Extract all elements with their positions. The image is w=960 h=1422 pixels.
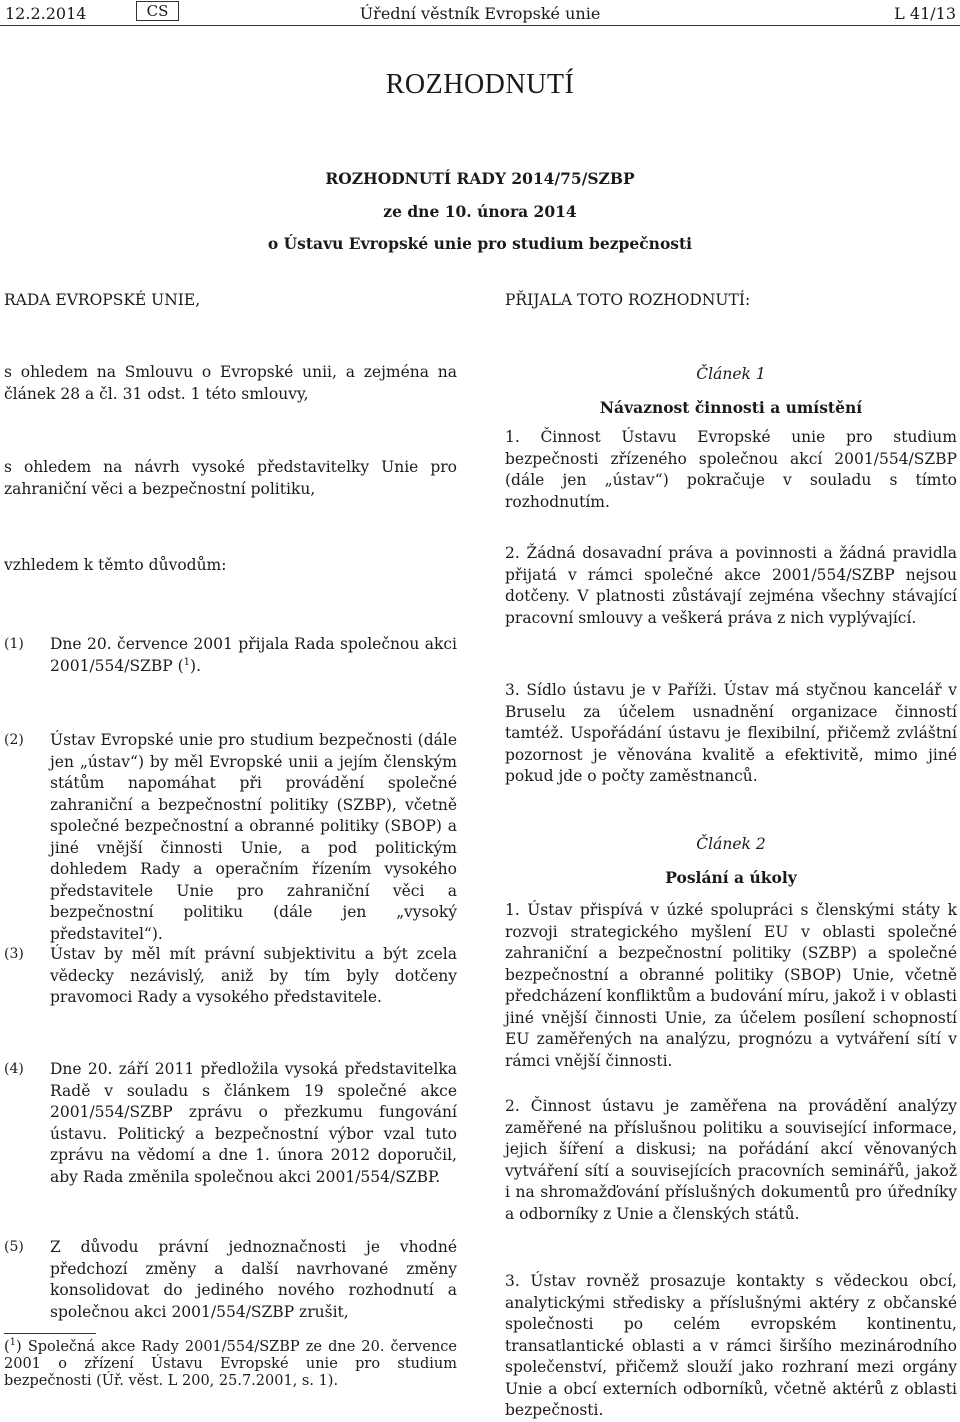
- header-page-ref: L 41/13: [894, 4, 956, 23]
- recital-tail: ).: [190, 656, 202, 675]
- recital-number: (4): [4, 1061, 24, 1077]
- article-1-para-1: 1. Činnost Ústavu Evropské unie pro studium bezpečnosti zřízeného společnou akcí 2001/554/SZBP (dále jen „ústav“) pokračuje v souladu s tímto rozhodnutím.: [505, 428, 957, 511]
- recital-text: Ústav by měl mít právní subjektivitu a být zcela vědecky nezávislý, aniž by tím byly dotčeny pravomoci Rady a vysokého představitele.: [50, 945, 457, 1006]
- article-1-para-3: 3. Sídlo ústavu je v Paříži. Ústav má styčnou kancelář v Bruselu za účelem usnadnění organizace činností tamtéž. Uspořádání ústavu je flexibilní, přičemž zvláštní pozornost je věnována kvalitě a efektivitě, mimo jiné pokud jde o počty zaměstnanců.: [505, 681, 957, 785]
- decision-title: ROZHODNUTÍ RADY 2014/75/SZBP: [325, 169, 635, 188]
- article-2-para-2: 2. Činnost ústavu je zaměřena na provádění analýzy zaměřené na příslušnou politiku a související informace, jejich šíření a diskusi; na pořádání akcí věnovaných vytváření sítí a souvisejících pracovních seminářů, jakož i na shromažďování příslušných dokumentů pro úředníky a odborníky z Unie a členských států.: [505, 1097, 957, 1223]
- recital-text: Ústav Evropské unie pro studium bezpečnosti (dále jen „ústav“) by měl Evropské unii a jejím členským státům napomáhat při provádění společné zahraniční a bezpečnostní politiky (SZBP), včetně společné bezpečnostní a obranné politiky (SBOP) a jiné vnější činnosti Unie, a pod politickým dohledem Rady a operačním řízením vysokého představitele Unie pro zahraniční věci a bezpečnostní politiku (dále jen „vysoký představitel“).: [50, 731, 457, 943]
- article-1-heading: Návaznost činnosti a umístění: [599, 398, 863, 417]
- decision-subject: o Ústavu Evropské unie pro studium bezpečnosti: [267, 234, 693, 253]
- footnote-mark: 1: [9, 1337, 17, 1349]
- recital-number: (3): [4, 946, 24, 962]
- article-2-label: Článek 2: [696, 835, 766, 853]
- article-1-para-2: 2. Žádná dosavadní práva a povinnosti a žádná pravidla přijatá v rámci společné akce 2001/554/SZBP nejsou dotčeny. V platnosti zůstávají zejména všechny stávající pracovní smlouvy a veškerá práva z nich vyplývající.: [505, 544, 957, 627]
- recital-number: (5): [4, 1239, 24, 1255]
- council-line: RADA EVROPSKÉ UNIE,: [4, 291, 201, 309]
- article-2-para-1: 1. Ústav přispívá v úzké spolupráci s členskými státy k rozvoji strategického myšlení EU v oblasti společné zahraniční a bezpečnostní politiky (SZBP) a společné bezpečnostní a obranné politiky (SBOP) Unie, včetně předcházení konfliktům a budování míru, jakož i v oblasti jiné vnější činnosti Unie, za účelem posílení schopností EU zaměřených na analýzu, prognózu a vytváření sítí v rámci vnější činnosti.: [505, 901, 957, 1070]
- decision-date: ze dne 10. února 2014: [383, 202, 577, 221]
- recital-number: (1): [4, 636, 24, 652]
- recital-text: Z důvodu právní jednoznačnosti je vhodné předchozí změny a další navrhované změny konsolidovat do jediného nového rozhodnutí a společnou akci 2001/554/SZBP zrušit,: [50, 1238, 457, 1321]
- footnote-ref[interactable]: 1: [183, 656, 191, 668]
- footnote-text: Společná akce Rady 2001/554/SZBP ze dne 20. července 2001 o zřízení Ústavu Evropské unie pro studium bezpečnosti (Úř. věst. L 200, 25.7.2001, s. 1).: [4, 1339, 457, 1389]
- header-journal: Úřední věstník Evropské unie: [359, 4, 601, 23]
- article-2-para-3: 3. Ústav rovněž prosazuje kontakty s vědeckou obcí, analytickými středisky a příslušnými aktéry z občanské společnosti po celém evropském kontinentu, transatlantické oblasti a v rámci širšího mezinárodního společenství, přičemž slouží jako rozhraní mezi orgány Unie a obcí externích odborníků, včetně aktérů z oblasti bezpečnosti.: [505, 1272, 957, 1419]
- header-rule: [0, 25, 960, 26]
- citation-treaty: s ohledem na Smlouvu o Evropské unii, a zejména na článek 28 a čl. 31 odst. 1 této smlouvy,: [4, 363, 457, 403]
- main-title: ROZHODNUTÍ: [385, 69, 575, 100]
- recital-body: Dne 20. července 2001 přijala Rada společnou akci 2001/554/SZBP (: [50, 635, 457, 675]
- recital-text: [50, 634, 457, 677]
- citation-proposal: s ohledem na návrh vysoké představitelky Unie pro zahraniční věci a bezpečnostní politiku,: [4, 458, 457, 498]
- article-2-heading: Poslání a úkoly: [665, 868, 797, 887]
- header-date: 12.2.2014: [5, 4, 87, 23]
- recital-number: (2): [4, 732, 24, 748]
- article-1-label: Článek 1: [696, 365, 766, 383]
- whereas-line: vzhledem k těmto důvodům:: [4, 556, 227, 574]
- footnote: ($^1$) Společná akce Rady 2001/554/SZBP ze dne 20. července 2001 o zřízení Ústavu Evropské unie pro studium bezpečnosti (Úř. věst. L 200, 25.7.2001, s. 1).: [4, 1337, 457, 1389]
- language-code: CS: [146, 2, 169, 20]
- footnote-rule: [4, 1333, 96, 1334]
- recital-text: Dne 20. září 2011 předložila vysoká představitelka Radě v souladu s článkem 19 společné akce 2001/554/SZBP zprávu o přezkumu fungování ústavu. Politický a bezpečnostní výbor vzal tuto zprávu na vědomí a dne 1. února 2012 doporučil, aby Rada změnila společnou akci 2001/554/SZBP.: [50, 1060, 457, 1186]
- adopted-line: PŘIJALA TOTO ROZHODNUTÍ:: [505, 291, 751, 309]
